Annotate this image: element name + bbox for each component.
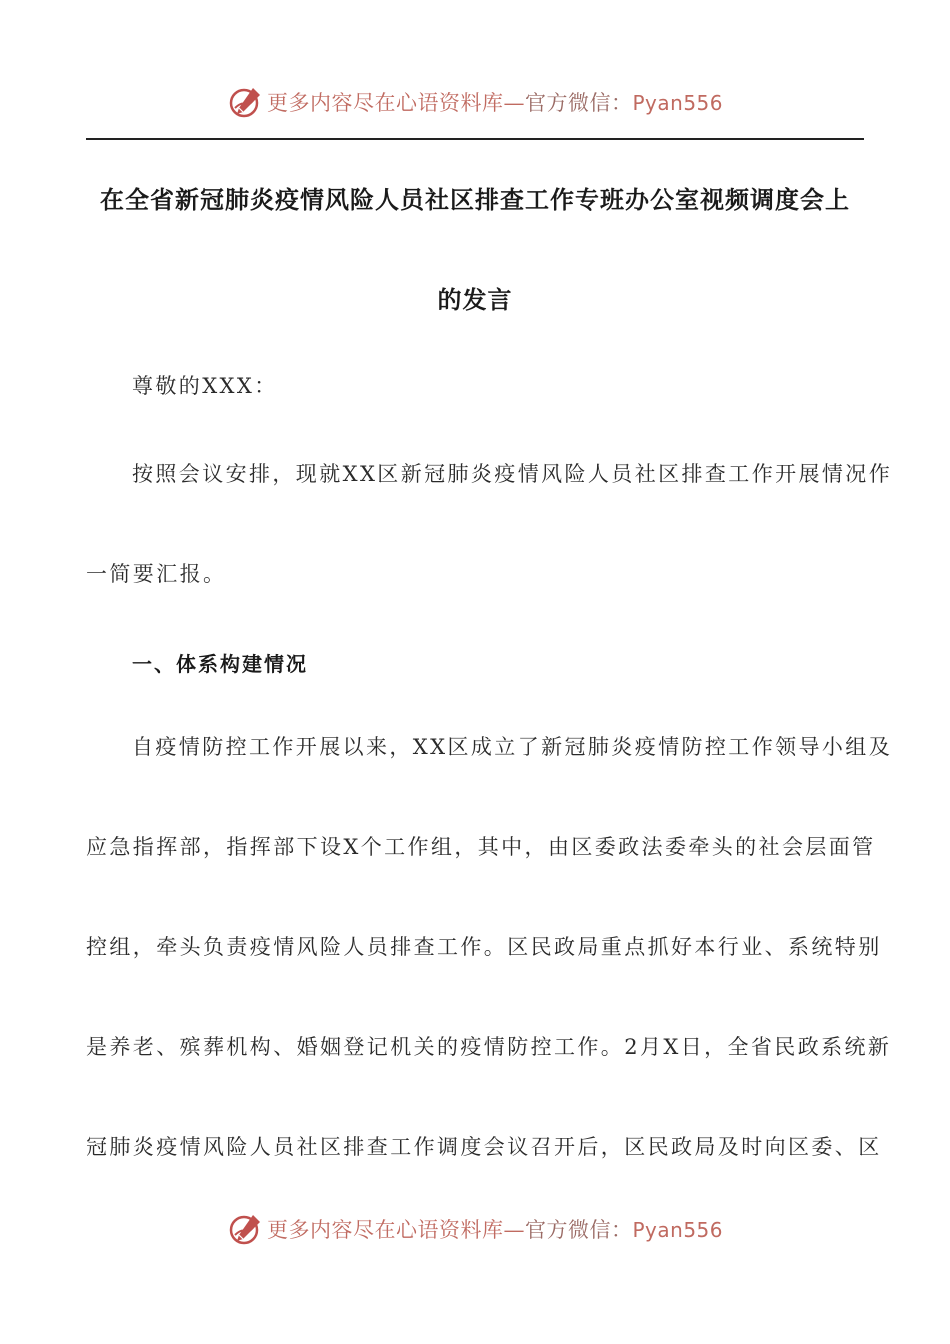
watermark-wechat-id: Pyan556 (632, 1218, 723, 1242)
pen-logo-icon (227, 1211, 263, 1247)
body-line: 自疫情防控工作开展以来，XX区成立了新冠肺炎疫情防控工作领导小组及 (132, 735, 893, 759)
watermark-wechat-id: Pyan556 (632, 91, 723, 115)
body-line: 控组，牵头负责疫情风险人员排查工作。区民政局重点抓好本行业、系统特别 (86, 935, 882, 959)
watermark-wechat-label: 官方微信： (524, 91, 633, 115)
intro-line-2: 一简要汇报。 (86, 562, 227, 586)
footer-watermark (0, 1209, 950, 1249)
document-title-line1: 在全省新冠肺炎疫情风险人员社区排查工作专班办公室视频调度会上 (100, 186, 850, 214)
salutation: 尊敬的XXX： (132, 374, 278, 398)
section-heading: 一、体系构建情况 (132, 652, 308, 676)
body-line: 是养老、殡葬机构、婚姻登记机关的疫情防控工作。2月X日，全省民政系统新 (86, 1035, 892, 1059)
watermark-site-text: 更多内容尽在心语资料库 (266, 91, 504, 115)
document-title-line2: 的发言 (437, 286, 513, 314)
watermark-separator: — (503, 1218, 525, 1242)
watermark-site-text: 更多内容尽在心语资料库 (266, 1218, 504, 1242)
pen-logo-icon (227, 84, 263, 120)
body-line: 冠肺炎疫情风险人员社区排查工作调度会议召开后，区民政局及时向区委、区 (86, 1135, 882, 1159)
body-line: 应急指挥部，指挥部下设X个工作组，其中，由区委政法委牵头的社会层面管 (86, 835, 876, 859)
watermark-separator: — (503, 91, 525, 115)
header-watermark (0, 82, 950, 122)
intro-line-1: 按照会议安排，现就XX区新冠肺炎疫情风险人员社区排查工作开展情况作 (132, 462, 893, 486)
header-rule (86, 138, 864, 140)
watermark-wechat-label: 官方微信： (524, 1218, 633, 1242)
